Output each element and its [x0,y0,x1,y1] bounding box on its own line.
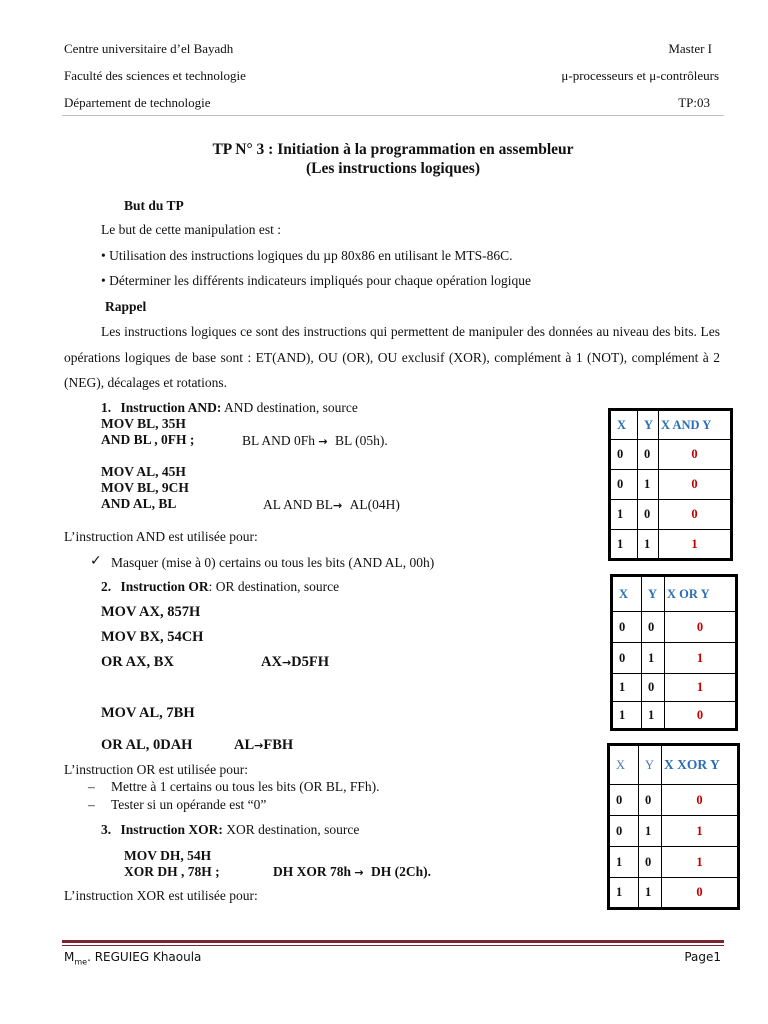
xor-heading [101,822,359,838]
table-cell-y: 1 [642,643,665,674]
table-cell-y: 0 [642,612,665,643]
table-cell-result: 0 [662,878,739,909]
or-title: Instruction OR [120,579,209,594]
table-header-result: X OR Y [665,576,737,612]
xor-usage: L’instruction XOR est utilisée pour: [64,888,258,903]
or-code-3: OR AX, BX [101,654,174,670]
table-cell-x: 0 [612,612,642,643]
and-code-2: AND BL , 0FH ; [101,432,195,447]
and-comment-5 [263,497,400,513]
table-cell-x: 1 [609,847,639,878]
table-cell-result: 1 [659,530,732,560]
header-level: Master I [668,41,712,56]
table-cell-y: 0 [639,847,662,878]
table-row [612,612,737,643]
table-row [609,878,739,909]
footer-author-name: . REGUIEG Khaoula [87,950,202,964]
table-header-row [609,745,739,785]
or-truth-table [610,574,738,731]
footer-author [64,950,201,966]
and-code-3: MOV AL, 45H [101,464,186,479]
table-header-x: X [609,745,639,785]
and-title: Instruction AND: [120,400,222,415]
header-department: Département de technologie [64,95,211,110]
table-cell-x: 1 [610,530,638,560]
table-cell-result: 1 [665,643,737,674]
table-header-result: X XOR Y [662,745,739,785]
page-subtitle: (Les instructions logiques) [306,160,480,177]
but-bullet-1: • Utilisation des instructions logiques du µp 80x86 en utilisant le MTS-86C. [101,248,513,263]
and-truth-table [608,408,733,561]
table-header-row [610,410,732,440]
table-cell-x: 0 [612,643,642,674]
or-code-2: MOV BX, 54CH [101,629,204,645]
table-cell-result: 0 [659,470,732,500]
table-header-row [612,576,737,612]
table-row [612,674,737,702]
table-cell-y: 1 [638,470,659,500]
table-cell-x: 1 [609,878,639,909]
right-arrow-icon: → [318,435,328,448]
or-code-5: OR AL, 0DAH [101,737,193,753]
and-result-5: AL(04H) [349,497,400,512]
footer-rule-thin [62,945,724,946]
or-usage: L’instruction OR est utilisée pour: [64,762,248,777]
dash-icon: – [88,797,95,812]
table-header-x: X [610,410,638,440]
xor-title: Instruction XOR: [120,822,223,837]
or-use-1: Mettre à 1 certains ou tous les bits (OR BL, FFh). [111,779,380,794]
and-comment-5-expr: AL AND BL [263,497,333,512]
and-comment-2 [242,433,388,449]
table-header-result: X AND Y [659,410,732,440]
table-cell-x: 0 [610,470,638,500]
table-row [609,785,739,816]
table-cell-result: 0 [659,500,732,530]
footer-rule-thick [62,940,724,943]
table-cell-x: 0 [610,440,638,470]
rappel-heading: Rappel [105,299,147,314]
page-title: TP N° 3 : Initiation à la programmation en assembleur [212,141,574,158]
table-cell-result: 1 [662,816,739,847]
or-result-3 [261,654,329,671]
header-course: μ-processeurs et μ-contrôleurs [561,68,719,83]
footer-author-prefix: M [64,950,75,964]
and-code-4: MOV BL, 9CH [101,480,189,495]
table-cell-y: 1 [639,878,662,909]
table-cell-y: 1 [642,702,665,730]
xor-truth-table [607,743,740,910]
and-result-2: BL (05h). [334,433,388,448]
but-bullet-2: • Déterminer les différents indicateurs impliqués pour chaque opération logique [101,273,531,288]
table-cell-y: 1 [639,816,662,847]
and-comment-2-expr: BL AND 0Fh [242,433,316,448]
footer-page-number: Page1 [684,950,721,964]
checkmark-icon: ✓ [90,553,102,569]
table-cell-y: 0 [642,674,665,702]
dash-icon: – [88,779,95,794]
table-cell-result: 0 [662,785,739,816]
table-cell-result: 0 [659,440,732,470]
and-syntax: AND destination, source [221,400,358,415]
xor-code-1: MOV DH, 54H [124,848,212,863]
xor-comment-2 [273,864,431,880]
table-row [610,470,732,500]
table-cell-result: 0 [665,702,737,730]
or-result-5 [234,737,293,754]
table-cell-y: 0 [638,500,659,530]
table-header-y: Y [638,410,659,440]
or-number: 2. [101,579,112,594]
table-header-x: X [612,576,642,612]
or-heading [101,579,339,595]
table-row [612,702,737,730]
right-arrow-icon: → [354,866,364,879]
rappel-paragraph: Les instructions logiques ce sont des instructions qui permettent de manipuler des données au niveau des bits. Les opérations logiques de base sont : ET(AND), OU (OR), OU exclusif (XOR), complément à 1 (NOT), complément à 2 (NEG), décalages et rotations. [64,324,720,390]
or-result-5-val: FBH [263,737,294,753]
table-cell-result: 0 [665,612,737,643]
right-arrow-icon: → [281,656,292,669]
table-cell-x: 1 [612,702,642,730]
xor-comment-2-expr: DH XOR 78h [273,864,352,879]
right-arrow-icon: → [333,499,343,512]
table-header-y: Y [639,745,662,785]
or-result-5-reg: AL [234,737,255,753]
table-row [610,530,732,560]
and-code-1: MOV BL, 35H [101,416,186,431]
or-use-2: Tester si un opérande est “0” [111,797,267,812]
and-number: 1. [101,400,112,415]
table-cell-result: 1 [665,674,737,702]
table-header-y: Y [642,576,665,612]
header-rule [62,115,724,116]
and-code-5: AND AL, BL [101,496,177,511]
table-cell-x: 0 [609,785,639,816]
but-intro: Le but de cette manipulation est : [101,222,281,237]
header-faculty: Faculté des sciences et technologie [64,68,246,83]
or-code-1: MOV AX, 857H [101,604,201,620]
table-cell-x: 1 [612,674,642,702]
table-row [610,440,732,470]
or-result-3-reg: AX [261,654,282,670]
table-cell-x: 0 [609,816,639,847]
and-use-1: Masquer (mise à 0) certains ou tous les bits (AND AL, 00h) [111,555,435,570]
but-heading: But du TP [124,198,184,213]
or-syntax: : OR destination, source [208,579,340,594]
xor-result-2: DH (2Ch). [370,864,431,879]
and-usage: L’instruction AND est utilisée pour: [64,529,258,544]
xor-number: 3. [101,822,112,837]
xor-code-2: XOR DH , 78H ; [124,864,220,879]
table-cell-result: 1 [662,847,739,878]
xor-syntax: XOR destination, source [222,822,360,837]
header-tp-number: TP:03 [678,95,710,110]
or-result-3-val: D5FH [291,654,330,670]
or-code-4: MOV AL, 7BH [101,705,195,721]
and-heading [101,400,358,416]
table-row [609,847,739,878]
table-cell-y: 0 [638,440,659,470]
table-cell-x: 1 [610,500,638,530]
table-row [612,643,737,674]
table-cell-y: 0 [639,785,662,816]
header-institution: Centre universitaire d’el Bayadh [64,41,234,56]
table-cell-y: 1 [638,530,659,560]
table-row [609,816,739,847]
right-arrow-icon: → [254,739,264,752]
footer-author-sub: me [74,957,88,967]
table-row [610,500,732,530]
